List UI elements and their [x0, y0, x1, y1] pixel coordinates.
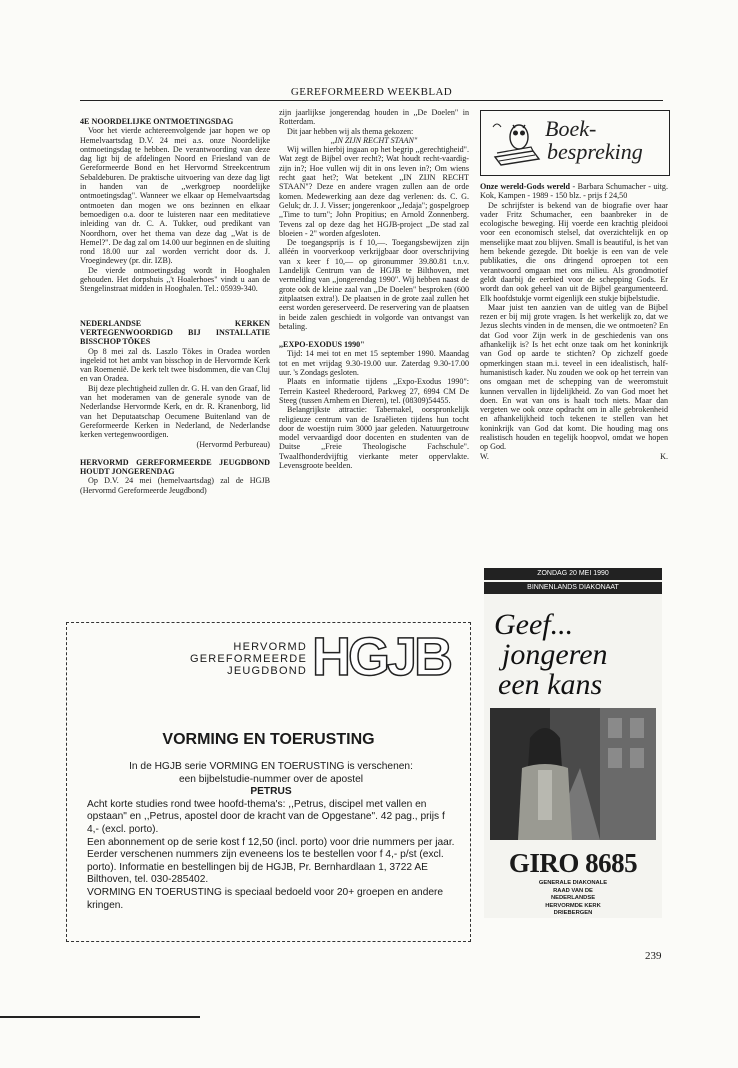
- book-details: - Barbara Schumacher - uitg. Kok, Kampen - 1989 - 150 blz. - prijs f 24,50: [480, 182, 668, 201]
- paragraph: Voor het vierde achtereenvolgende jaar hopen we op Hemelvaartsdag D.V. 24 mei a.s. onze Noordelijke ontmoetingsdag te hebben. De verantwoording van deze dag ligt bij de afdelingen Noord en Friesland van de Gereformeerde Bond en het Hervormd Streekcentrum Sebaldeburen. De praktische uitvoering van deze dag ligt in handen van de ,,werkgroep noordelijke ontmoetingsdag". Wanneer we elkaar op Hemelvaartsdag ontmoeten dan mogen we ons bezinnen en elkaar bemoedigen o.a. door te luisteren naar een meditatieve inleiding van dr. C. A. Tukker, oud predikant van Noordhorn, over het thema van deze dag ,,Wat is de Hemel?". De dag zal om 14.00 uur beginnen en de sluiting rond 18.00 uur zal worden verricht door ds. J. Vroegindewey (pr. dir. IZB).: [80, 126, 270, 266]
- article-heading: ,,EXPO-EXODUS 1990": [279, 340, 365, 350]
- book-review-box: [480, 110, 670, 176]
- header-rule: [80, 100, 663, 101]
- column-1: [80, 117, 270, 495]
- page-number: 239: [645, 950, 662, 962]
- poster-date: ZONDAG 20 MEI 1990: [484, 568, 662, 580]
- giro-number: GIRO 8685: [508, 848, 638, 878]
- paragraph: Wij willen hierbij ingaan op het begrip ,,gerechtigheid". Wat zegt de Bijbel over recht?; Wat houdt recht-vaardig-zijn in?; Hoe vullen wij dit in ons leven in?; Om wiens recht gaat het?; Wat betekent ,,IN ZIJN RECHT STAAN"? Deze en andere vragen zullen aan de orde komen. Medewerking aan deze dag verlenen: ds. C. G. Geluk; dr. J. J. Visser; jongerenkoor ,,Jedaja"; gospelgroep ,,Time to turn"; John Propitius; en Arnold Zonnenberg. Tevens zal op deze dag het HGJB-project ,,De stad zal bloeien - 2" worden afgesloten.: [279, 145, 469, 238]
- paragraph: Op D.V. 24 mei (hemelvaartsdag) zal de HGJB (Hervormd Gereformeerde Jeugdbond): [80, 476, 270, 495]
- hgjb-advertisement: [66, 622, 471, 942]
- paragraph: zijn jaarlijkse jongerendag houden in ,,De Doelen" in Rotterdam.: [279, 108, 469, 127]
- street-photo: [490, 708, 656, 840]
- theme-line: ,,IN ZIJN RECHT STAAN": [330, 135, 418, 145]
- book-citation: [480, 182, 668, 201]
- hgjb-logo: HGJB: [312, 627, 451, 687]
- paragraph: De vierde ontmoetingsdag wordt in Hooghalen gehouden. Het dorpshuis ,,'t Hoalerhoes" vindt u aan de Stengelinstraat midden in Hooghalen. Tel.: 05939-340.: [80, 265, 270, 294]
- column-2: [279, 108, 469, 470]
- ad-heading: VORMING EN TOERUSTING: [162, 731, 375, 748]
- paragraph: Dit jaar hebben wij als thema gekozen:: [287, 126, 414, 136]
- hgjb-org-name: HERVORMD GEREFORMEERDE JEUGDBOND: [189, 641, 307, 677]
- article-heading: HERVORMD GEREFORMEERDE JEUGDBOND HOUDT JONGERENDAG: [80, 457, 270, 477]
- poster-footer: GENERALE DIAKONALE RAAD VAN DE NEDERLANDSE HERVORMDE KERK DRIEBERGEN: [538, 880, 608, 916]
- article-heading: NEDERLANDSE KERKEN VERTEGENWOORDIGD BIJ INSTALLATIE BISSCHOP TÖKES: [80, 318, 270, 347]
- paragraph: Bij deze plechtigheid zullen dr. G. H. van den Graaf, lid van het moderamen van de generale synode van de Nederlandse Hervormde Kerk, en dr. R. Kranenborg, lid van het Deputaatschap Oecumene Buitenland van de Gereformeerde Kerken in Nederland, de Nederlandse kerken vertegenwoordigen.: [80, 383, 270, 440]
- paragraph: De toegangsprijs is f 10,—. Toegangsbewijzen zijn alléén in voorverkoop verkrijgbaar door overschrijving van x keer f 10,— op gironummer 39.80.81 t.n.v. Landelijk Centrum van de HGJB te Bilthoven, met vermelding van ,,jongerendag 1990". Wij hebben naast de grote ook de kleine zaal van ,,De Doelen" besproken (600 zitplaatsen extra!). De plaatsen in de grote zaal zullen het eerst worden gereserveerd. De reservering van de plaatsen in beide zalen geschiedt in volgorde van ontvangst van betaling.: [279, 238, 469, 331]
- review-title: Boek- bespreking: [545, 116, 643, 164]
- paragraph: Belangrijkste attractie: Tabernakel, oorspronkelijk religieuze centrum van de Israëlieten tijdens hun tocht door de woestijn ruim 3000 jaar geleden. Natuurgetrouw model vervaardigd door docenten en studenten van de Duitse ,,Freie Theologische Fachschule". Twaalfhonderdvijftig vierkante meter oppervlakte. Levensgroote beelden.: [279, 405, 469, 470]
- poster-slogan: Geef... jongeren een kans: [494, 608, 608, 701]
- paragraph: Tijd: 14 mei tot en met 15 september 1990. Maandag tot en met vrijdag 9.30-19.00 uur. Zaterdag 9.30-17.00 uur. 's Zondags gesloten.: [279, 349, 469, 378]
- paragraph: Op 8 mei zal ds. Laszlo Tökes in Oradea worden ingeleid tot het ambt van bisschop in de Hervormde Kerk van Roemenië. De kerk telt twee bisdommen, die van Cluj en van Oradea.: [80, 346, 270, 384]
- scan-edge-line: [0, 1016, 200, 1018]
- review-signature: W. K.: [480, 451, 668, 461]
- owl-on-books-icon: [491, 117, 543, 169]
- diakonaat-poster: [484, 568, 662, 918]
- article-heading: 4E NOORDELIJKE ONTMOETINGSDAG: [80, 117, 234, 126]
- poster-org: BINNENLANDS DIAKONAAT: [484, 582, 662, 594]
- ad-body: In de HGJB serie VORMING EN TOERUSTING is verschenen: een bijbelstudie-nummer over de apostel PETRUS Acht korte studies rond twee hoofd-thema's: ,,Petrus, discipel met vallen en opstaan" en ,,Petrus, apostel door de kracht van de Opgestane". 42 pag., prijs f 4,- (excl. porto). Een abonnement op de serie kost f 12,50 (incl. porto) voor drie nummers per jaar. Eerder verschenen nummers zijn eveneens los te bestellen voor f 4,- p/st (excl. porto). Informatie en bestellingen bij de HGJB, Pr. Bernhardlaan 1, 3722 AE Bilthoven, tel. 030-285402. VORMING EN TOERUSTING is speciaal bedoeld voor 20+ groepen en andere kringen.: [87, 761, 455, 911]
- book-title: Onze wereld-Gods wereld: [480, 182, 571, 191]
- column-3: [480, 182, 668, 461]
- paragraph: De schrijfster is bekend van de biografie over haar vader Fritz Schumacher, een baanbreker in de ecologische beweging. Hij voerde een krachtig pleidooi voor een economisch stelsel, dat overzichtelijk en op menselijke maat zou blijven. Small is beautiful, is het van hem bekende gezegde. Dit boekje is een van de vele publikaties, die ons dringend oproepen tot een verantwoord omgaan met ons milieu. Als grondmotief geldt daarbij de eerbied voor de schepping Gods. Er wordt dan ook geheel van uit de Bijbel geargumenteerd. Elk hoofdstukje vormt eigenlijk een stukje bijbelstudie.: [480, 200, 668, 303]
- paragraph: Plaats en informatie tijdens ,,Expo-Exodus 1990": Terrein Kasteel Rhederoord, Parkweg 27, 6994 CM De Steeg (tussen Arnhem en Dieren), tel. (08309)54455.: [279, 377, 469, 405]
- running-header: GEREFORMEERD WEEKBLAD: [290, 86, 453, 98]
- paragraph: Maar juist ten aanzien van de uitleg van de Bijbel rezen er bij mij grote vragen. Is het werkelijk zo, dat we Jezus slechts vinden in de mensen, die we ontmoeten? En dat God voor Zijn werk in de geschiedenis van ons afhankelijk is? Is het echt onze taak om het koninkrijk van God op aarde te stichten? Op zichzelf goede opmerkingen staan m.i. teveel in een idealistisch, half-humanistisch kader. Nu zouden we ook op het terrein van ons omgaan met de schepping van de weeromstuit kunnen vervallen in lijdelijkheid. Zo van God moet het doen. En wat van ons is haalt toch niets. Maar dan vergeten we ook onze opdracht om in alle gebrokenheid en afhankelijkheid toch tekenen te stellen van het koninkrijk van God dat komt. Die houding mag ons realistisch houden en tegelijk hoopvol, omdat we hopen op God.: [480, 302, 668, 452]
- source-credit: (Hervormd Perbureau): [196, 439, 270, 449]
